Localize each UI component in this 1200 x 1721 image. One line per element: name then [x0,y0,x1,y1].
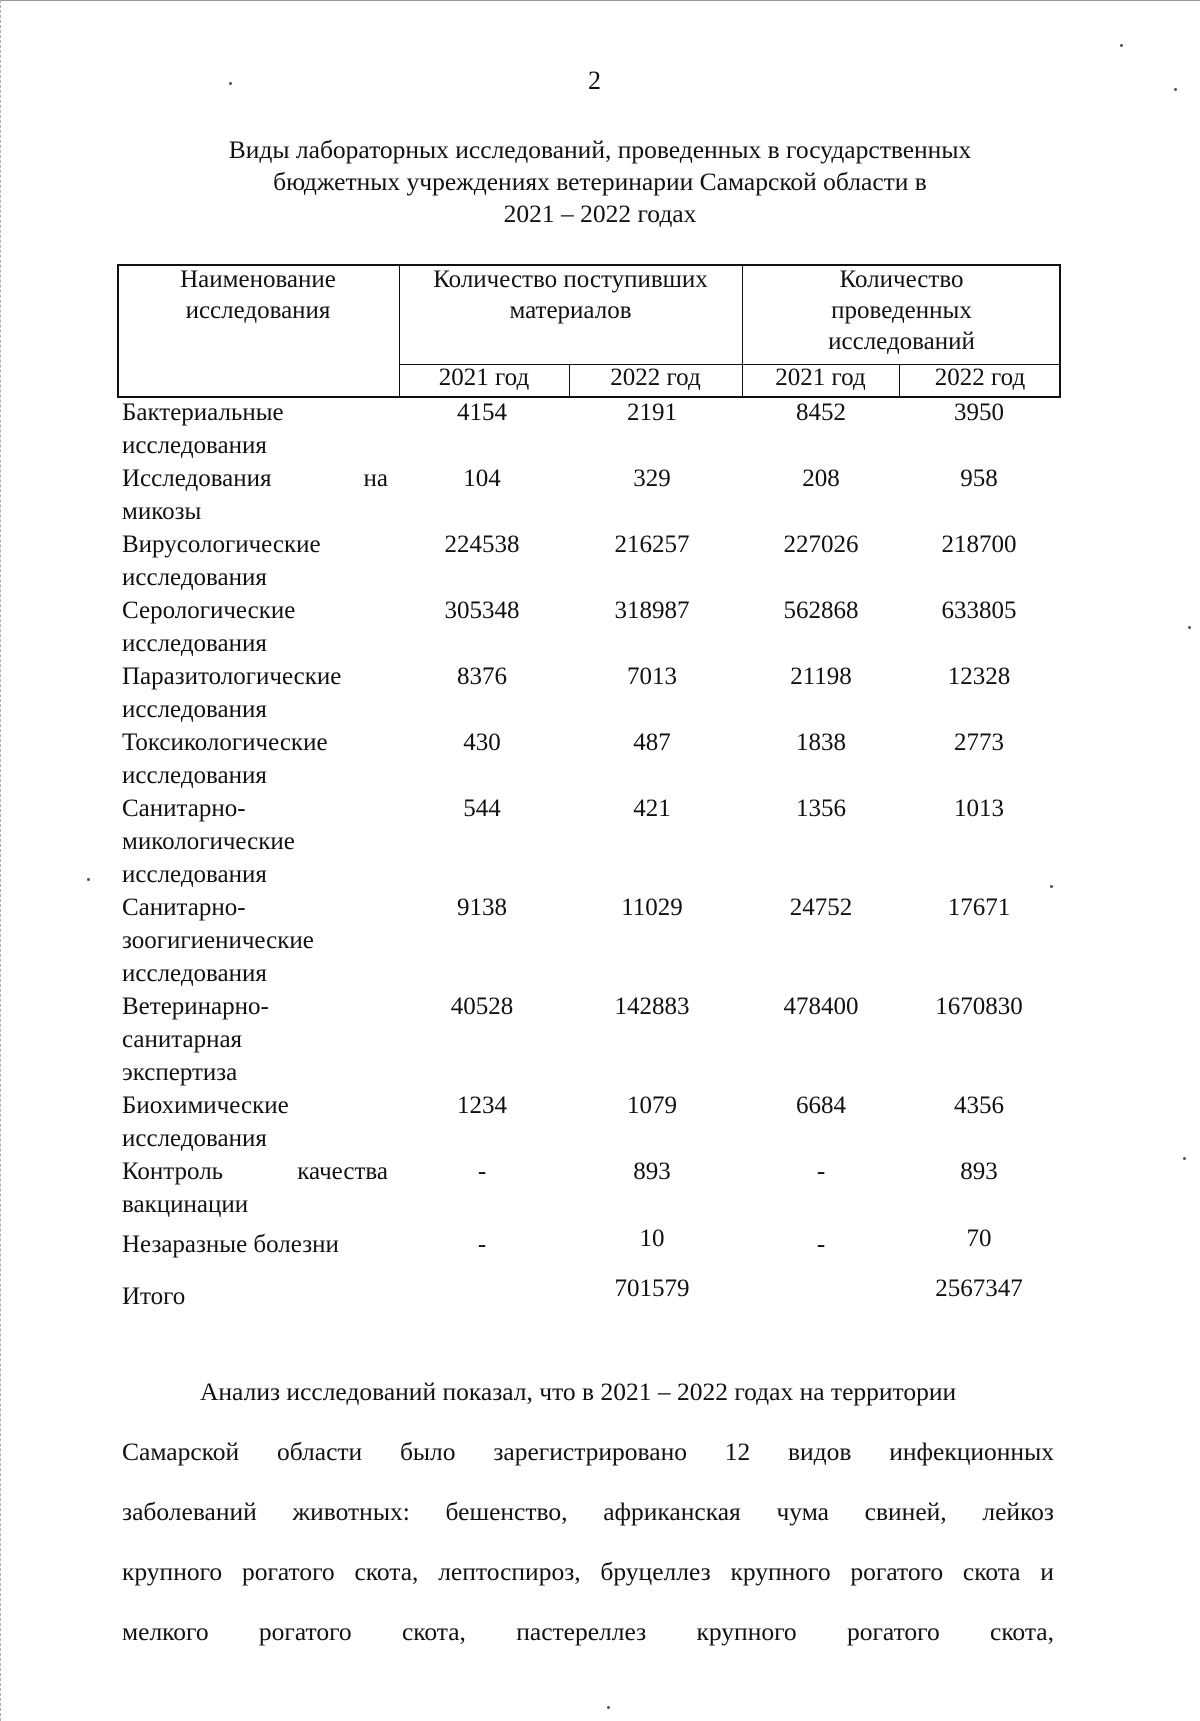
total-conducted-2022: 2567347 [935,1275,1023,1302]
cell-conducted-2021: - [816,1158,826,1185]
row-name: Санитарно- зоогигиенические исследования [122,894,314,987]
cell-received-2022: 487 [633,729,671,756]
cell-received-2022: 2191 [627,399,677,426]
row-name: Контроль качества вакцинации [122,1158,388,1218]
paragraph-line: крупного рогатого скота, лептоспироз, бруцеллез крупного рогатого скота и [122,1557,1054,1586]
cell-conducted-2022: 12328 [947,663,1011,690]
cell-conducted-2022: 17671 [947,894,1011,921]
cell-conducted-2021: 24752 [789,894,853,921]
header-year-2022: 2022 год [610,364,701,391]
cell-conducted-2022: 70 [966,1225,992,1252]
header-conducted-studies: Количество проведенных исследований [828,266,975,355]
total-label: Итого [122,1283,186,1310]
cell-received-2022: 1079 [627,1092,677,1119]
row-name: Санитарно- микологические исследования [122,795,295,888]
cell-received-2021: 1234 [457,1092,507,1119]
cell-received-2021: 305348 [444,597,520,624]
cell-conducted-2022: 218700 [941,531,1017,558]
table-title [150,134,1050,230]
cell-received-2022: 7013 [627,663,677,690]
scan-speck [1188,626,1191,629]
cell-received-2021: - [477,1231,487,1258]
cell-conducted-2021: 227026 [783,531,859,558]
cell-received-2022: 216257 [614,531,690,558]
cell-received-2021: 104 [463,465,501,492]
cell-conducted-2022: 1013 [954,795,1004,822]
scan-top-edge [0,0,1200,1]
title-line: бюджетных учреждениях ветеринарии Самарской области в [273,167,927,196]
cell-received-2021: 9138 [457,894,507,921]
scan-speck [87,878,90,881]
cell-conducted-2021: 1356 [796,795,846,822]
row-name: Исследования на микозы [122,465,388,525]
header-received-materials: Количество поступивших материалов [433,266,708,324]
cell-received-2021: 40528 [450,993,514,1020]
cell-received-2022: 142883 [614,993,690,1020]
row-name: Ветеринарно- санитарная экспертиза [122,993,269,1086]
cell-conducted-2022: 893 [960,1158,998,1185]
row-name: Вирусологические исследования [122,531,321,591]
header-year-2022: 2022 год [934,364,1026,391]
cell-conducted-2021: 208 [802,465,840,492]
page-number: 2 [588,66,601,95]
scan-speck [229,82,232,85]
scan-speck [1183,1157,1186,1160]
cell-received-2022: 10 [639,1225,665,1252]
cell-conducted-2022: 958 [960,465,998,492]
cell-received-2021: 8376 [457,663,507,690]
cell-received-2021: 430 [463,729,501,756]
scan-speck [1120,44,1123,47]
scan-left-edge [0,0,1,1721]
cell-conducted-2022: 4356 [954,1092,1004,1119]
row-name: Бактериальные исследования [122,399,284,459]
paragraph-line: Самарской области было зарегистрировано 12 видов инфекционных [122,1437,1054,1466]
paragraph-line: Анализ исследований показал, что в 2021 – 2022 годах на территории [200,1377,957,1406]
cell-received-2021: - [477,1158,487,1185]
scan-speck [607,1706,610,1709]
cell-conducted-2021: - [816,1231,826,1258]
cell-received-2022: 421 [633,795,671,822]
cell-conducted-2022: 1670830 [935,993,1023,1020]
cell-received-2022: 329 [633,465,671,492]
header-year-2021: 2021 год [775,364,866,391]
paragraph-line: заболеваний животных: бешенство, африканская чума свиней, лейкоз [122,1497,1054,1526]
cell-received-2021: 224538 [444,531,520,558]
title-line: Виды лабораторных исследований, проведенных в государственных [228,135,972,164]
cell-conducted-2021: 6684 [796,1092,846,1119]
cell-received-2022: 11029 [621,894,683,921]
cell-received-2022: 893 [633,1158,671,1185]
analysis-paragraph [122,1362,1054,1662]
row-name: Серологические исследования [122,597,296,657]
row-name: Паразитологические исследования [122,663,342,723]
paragraph-line: мелкого рогатого скота, пастереллез крупного рогатого скота, [122,1617,1054,1646]
row-name: Биохимические исследования [122,1092,289,1152]
cell-conducted-2021: 1838 [796,729,846,756]
title-line: 2021 – 2022 годах [503,199,697,228]
header-year-2021: 2021 год [438,364,530,391]
scan-speck [1174,88,1177,91]
header-name-column: Наименование исследования [180,266,336,324]
cell-received-2022: 318987 [614,597,690,624]
cell-conducted-2021: 21198 [790,663,852,690]
cell-conducted-2021: 562868 [783,597,859,624]
cell-conducted-2022: 2773 [954,729,1004,756]
cell-received-2021: 4154 [457,399,507,426]
cell-received-2021: 544 [463,795,501,822]
row-name: Незаразные болезни [122,1231,339,1258]
cell-conducted-2022: 3950 [954,399,1004,426]
scan-speck [1050,885,1053,888]
cell-conducted-2021: 8452 [796,399,846,426]
cell-conducted-2022: 633805 [941,597,1017,624]
row-name: Токсикологические исследования [122,729,328,789]
cell-conducted-2021: 478400 [783,993,859,1020]
total-received-2022: 701579 [614,1275,690,1302]
